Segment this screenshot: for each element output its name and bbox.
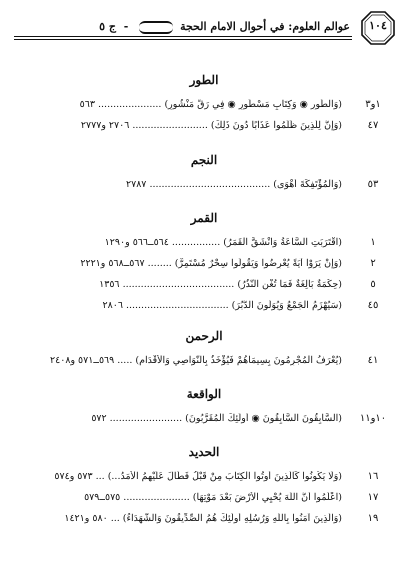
section-title: الطور xyxy=(189,73,219,87)
verse-text: (اقْتَرَبَتِ السَّاعَةُ وَانْشَقَّ الْقَمَرُ) ................ ٥٦٤ــ٥٦٦ و١٢٩٠ xyxy=(104,237,342,248)
section-title: النجم xyxy=(190,153,218,167)
verse-text: (وَالَّذِينَ آمَنُوا بِاللَّهِ وَرُسُلِهِ أُولَئِكَ هُمُ الصِّدِّيقُونَ وَالشُّهَدَاءُ) ... ٥٨٠ و١٤٢١ xyxy=(64,513,342,524)
verse-ref: ١٦ xyxy=(367,471,379,482)
section-qamar xyxy=(18,210,390,318)
verse-text: (حِكْمَةٌ بَالِغَةٌ فَمَا تُغْنِ النُّذُرُ) ..................................... ١٣٥٦ xyxy=(99,279,342,290)
section-rahman xyxy=(18,328,390,373)
verse-ref: ١و٣ xyxy=(365,99,381,110)
list-item xyxy=(18,297,390,318)
running-header xyxy=(99,20,350,34)
section-title: الرحمن xyxy=(185,329,223,343)
section-najm xyxy=(18,152,390,197)
verse-text: (يُعْرَفُ الْمُجْرِمُونَ بِسِيمَاهُمْ فَيُؤْخَذُ بِالنَّوَاصِي وَالْأَقْدَامِ) ..... ٥٦٩ــ٥٧١ و٢٤٠٨ xyxy=(50,355,342,366)
verse-ref: ١٩ xyxy=(367,513,379,524)
page-number-badge xyxy=(360,10,396,46)
verse-text: (وَإِنْ يَرَوْا آيَةً يُعْرِضُوا وَيَقُولُوا سِحْرٌ مُسْتَمِرٌّ) ........ ٥٦٧ــ٥٦٨ و٢٢٢١ xyxy=(80,258,342,269)
list-item xyxy=(18,410,390,431)
verse-text: (سَيُهْزَمُ الْجَمْعُ وَيُوَلُّونَ الدُّبُرَ) .................................. ٢٨٠٦ xyxy=(102,300,342,311)
verse-text: (السَّابِقُونَ السَّابِقُونَ ◉ أُولَئِكَ الْمُقَرَّبُونَ) ........................ ٥٧٢ xyxy=(91,413,342,424)
list-item xyxy=(18,489,390,510)
section-waqia xyxy=(18,386,390,431)
volume-label: ج ٥ xyxy=(99,20,116,33)
list-item xyxy=(18,276,390,297)
section-title: القمر xyxy=(190,211,218,225)
verse-ref: ١٠و١١ xyxy=(359,413,387,424)
header-separator: - xyxy=(123,20,129,33)
verse-text: (وَالْمُؤْتَفِكَةَ أَهْوَى) ........................................ ٢٧٨٧ xyxy=(126,179,342,190)
ornament-icon xyxy=(139,21,173,34)
section-title: الحديد xyxy=(188,445,220,459)
list-item xyxy=(18,96,390,117)
book-title: عوالم العلوم: في أحوال الامام الحجة xyxy=(180,20,350,33)
verse-ref: ١٧ xyxy=(367,492,379,503)
verse-ref: ٤٥ xyxy=(367,300,379,311)
verse-ref: ٥٣ xyxy=(367,179,379,190)
list-item xyxy=(18,255,390,276)
list-item xyxy=(18,468,390,489)
verse-ref: ٤٧ xyxy=(367,120,379,131)
verse-text: (اعْلَمُوا أَنَّ اللَّهَ يُحْيِي الْأَرْضَ بَعْدَ مَوْتِهَا) ...................... ٥٧٥ــ٥٧٩ xyxy=(84,492,342,503)
verse-text: (وَالطُّورِ ◉ وَكِتَابٍ مَسْطُورٍ ◉ فِي رَقٍّ مَنْشُورٍ) ..................... ٥٦٣ xyxy=(79,99,342,110)
list-item xyxy=(18,117,390,138)
verse-text: (وَلَا يَكُونُوا كَالَّذِينَ أُوتُوا الْكِتَابَ مِنْ قَبْلُ فَطَالَ عَلَيْهِمُ الْأَمَدُ...) ... ٥٧٣ و٥٧٤ xyxy=(54,471,342,482)
list-item xyxy=(18,352,390,373)
list-item xyxy=(18,510,390,531)
header-rule-thin xyxy=(14,39,352,40)
verse-ref: ٤١ xyxy=(367,355,379,366)
section-title: الواقعة xyxy=(186,387,222,401)
page-number: ١٠٤ xyxy=(369,19,387,32)
section-hadid xyxy=(18,444,390,531)
header-rule xyxy=(14,36,352,37)
list-item xyxy=(18,176,390,197)
verse-ref: ١ xyxy=(370,237,376,248)
section-tur xyxy=(18,72,390,138)
verse-text: (وَإِنَّ لِلَّذِينَ ظَلَمُوا عَذَابًا دُونَ ذَلِكَ) ......................... ٢٧٠٦ و٢٧٧٧ xyxy=(80,120,342,131)
list-item xyxy=(18,234,390,255)
verse-ref: ٥ xyxy=(370,279,376,290)
verse-ref: ٢ xyxy=(370,258,376,269)
